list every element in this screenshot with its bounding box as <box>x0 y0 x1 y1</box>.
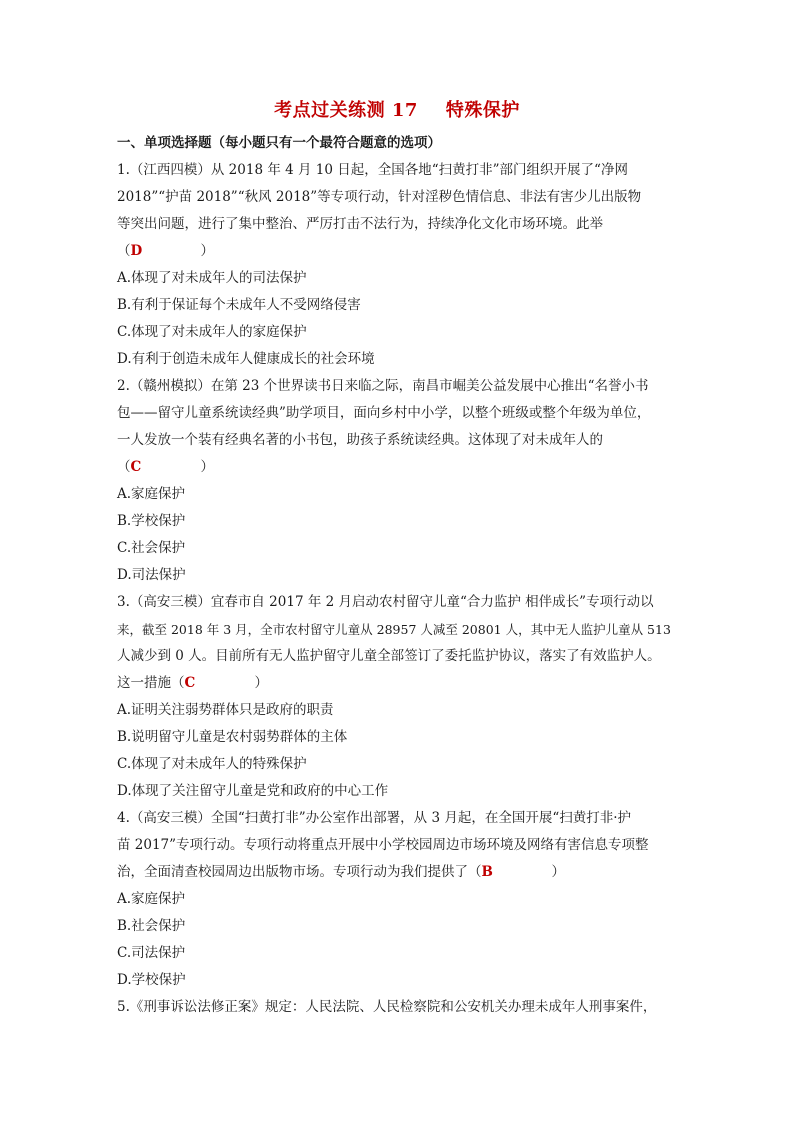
option-b: B.有利于保证每个未成年人不受网络侵害 <box>117 297 361 313</box>
section-heading: 一、单项选择题（每小题只有一个最符合题意的选项） <box>117 135 441 151</box>
answer-line: （D ） <box>117 238 677 265</box>
question-text-line: 等突出问题，进行了集中整治、严厉打击不法行为，持续净化文化市场环境。此举 <box>117 216 603 232</box>
question-content <box>117 130 677 1021</box>
option-b: B.社会保护 <box>117 918 186 934</box>
option-a: A.证明关注弱势群体只是政府的职责 <box>117 702 334 718</box>
question-text-line: 3.（高安三模）宜春市自 2017 年 2 月启动农村留守儿童“合力监护 相伴成长”专项行动以 <box>117 594 654 610</box>
question-text-line: 1.（江西四模）从 2018 年 4 月 10 日起，全国各地“扫黄打非”部门组织开展了“净网 <box>117 162 628 178</box>
answer-line: 治，全面清查校园周边出版物市场。专项行动为我们提供了（B ） <box>117 859 677 886</box>
title-right: 特殊保护 <box>445 100 520 121</box>
option-c: C.体现了对未成年人的家庭保护 <box>117 324 307 340</box>
option-d: D.体现了关注留守儿童是党和政府的中心工作 <box>117 783 389 799</box>
question-text-line: 2018”“护苗 2018”“秋风 2018”等专项行动，针对淫秽色情信息、非法有害少儿出版物 <box>117 189 642 205</box>
page-title <box>0 96 794 122</box>
option-d: D.有利于创造未成年人健康成长的社会环境 <box>117 351 375 367</box>
question-text-line: 一人发放一个装有经典名著的小书包，助孩子系统读经典。这体现了对未成年人的 <box>117 432 603 448</box>
option-c: C.社会保护 <box>117 540 186 556</box>
option-a: A.家庭保护 <box>117 486 186 502</box>
answer-mark: C <box>184 675 196 691</box>
question-2 <box>117 373 677 589</box>
answer-line: 这一措施（C ） <box>117 670 677 697</box>
question-3 <box>117 589 677 805</box>
option-d: D.司法保护 <box>117 567 186 583</box>
answer-mark: B <box>481 864 493 880</box>
question-text-line: 2.（赣州模拟）在第 23 个世界读书日来临之际，南昌市崛美公益发展中心推出“名誉小书 <box>117 378 649 394</box>
question-4 <box>117 805 677 994</box>
option-c: C.司法保护 <box>117 945 186 961</box>
question-text-line: 苗 2017”专项行动。专项行动将重点开展中小学校园周边市场环境及网络有害信息专项整 <box>117 837 649 853</box>
question-5 <box>117 994 677 1021</box>
answer-line: （C ） <box>117 454 677 481</box>
question-text-line: 5.《刑事诉讼法修正案》规定：人民法院、人民检察院和公安机关办理未成年人刑事案件， <box>117 999 657 1015</box>
option-a: A.家庭保护 <box>117 891 186 907</box>
option-d: D.学校保护 <box>117 972 186 988</box>
option-c: C.体现了对未成年人的特殊保护 <box>117 756 307 772</box>
question-text-line: 人减少到 0 人。目前所有无人监护留守儿童全部签订了委托监护协议，落实了有效监护人。 <box>117 648 661 664</box>
option-b: B.学校保护 <box>117 513 186 529</box>
option-b: B.说明留守儿童是农村弱势群体的主体 <box>117 729 348 745</box>
option-a: A.体现了对未成年人的司法保护 <box>117 270 307 286</box>
answer-mark: C <box>130 459 142 475</box>
title-left: 考点过关练测 17 <box>274 100 418 121</box>
question-text-line: 来，截至 2018 年 3 月，全市农村留守儿童从 28957 人减至 20801 人，其中无人监护儿童从 513 <box>117 622 671 637</box>
question-text-line: 4.（高安三模）全国“扫黄打非”办公室作出部署，从 3 月起，在全国开展“扫黄打非·护 <box>117 810 632 826</box>
answer-mark: D <box>130 243 143 259</box>
question-1 <box>117 157 677 373</box>
question-text-line: 包——留守儿童系统读经典”助学项目，面向乡村中小学，以整个班级或整个年级为单位， <box>117 405 651 421</box>
